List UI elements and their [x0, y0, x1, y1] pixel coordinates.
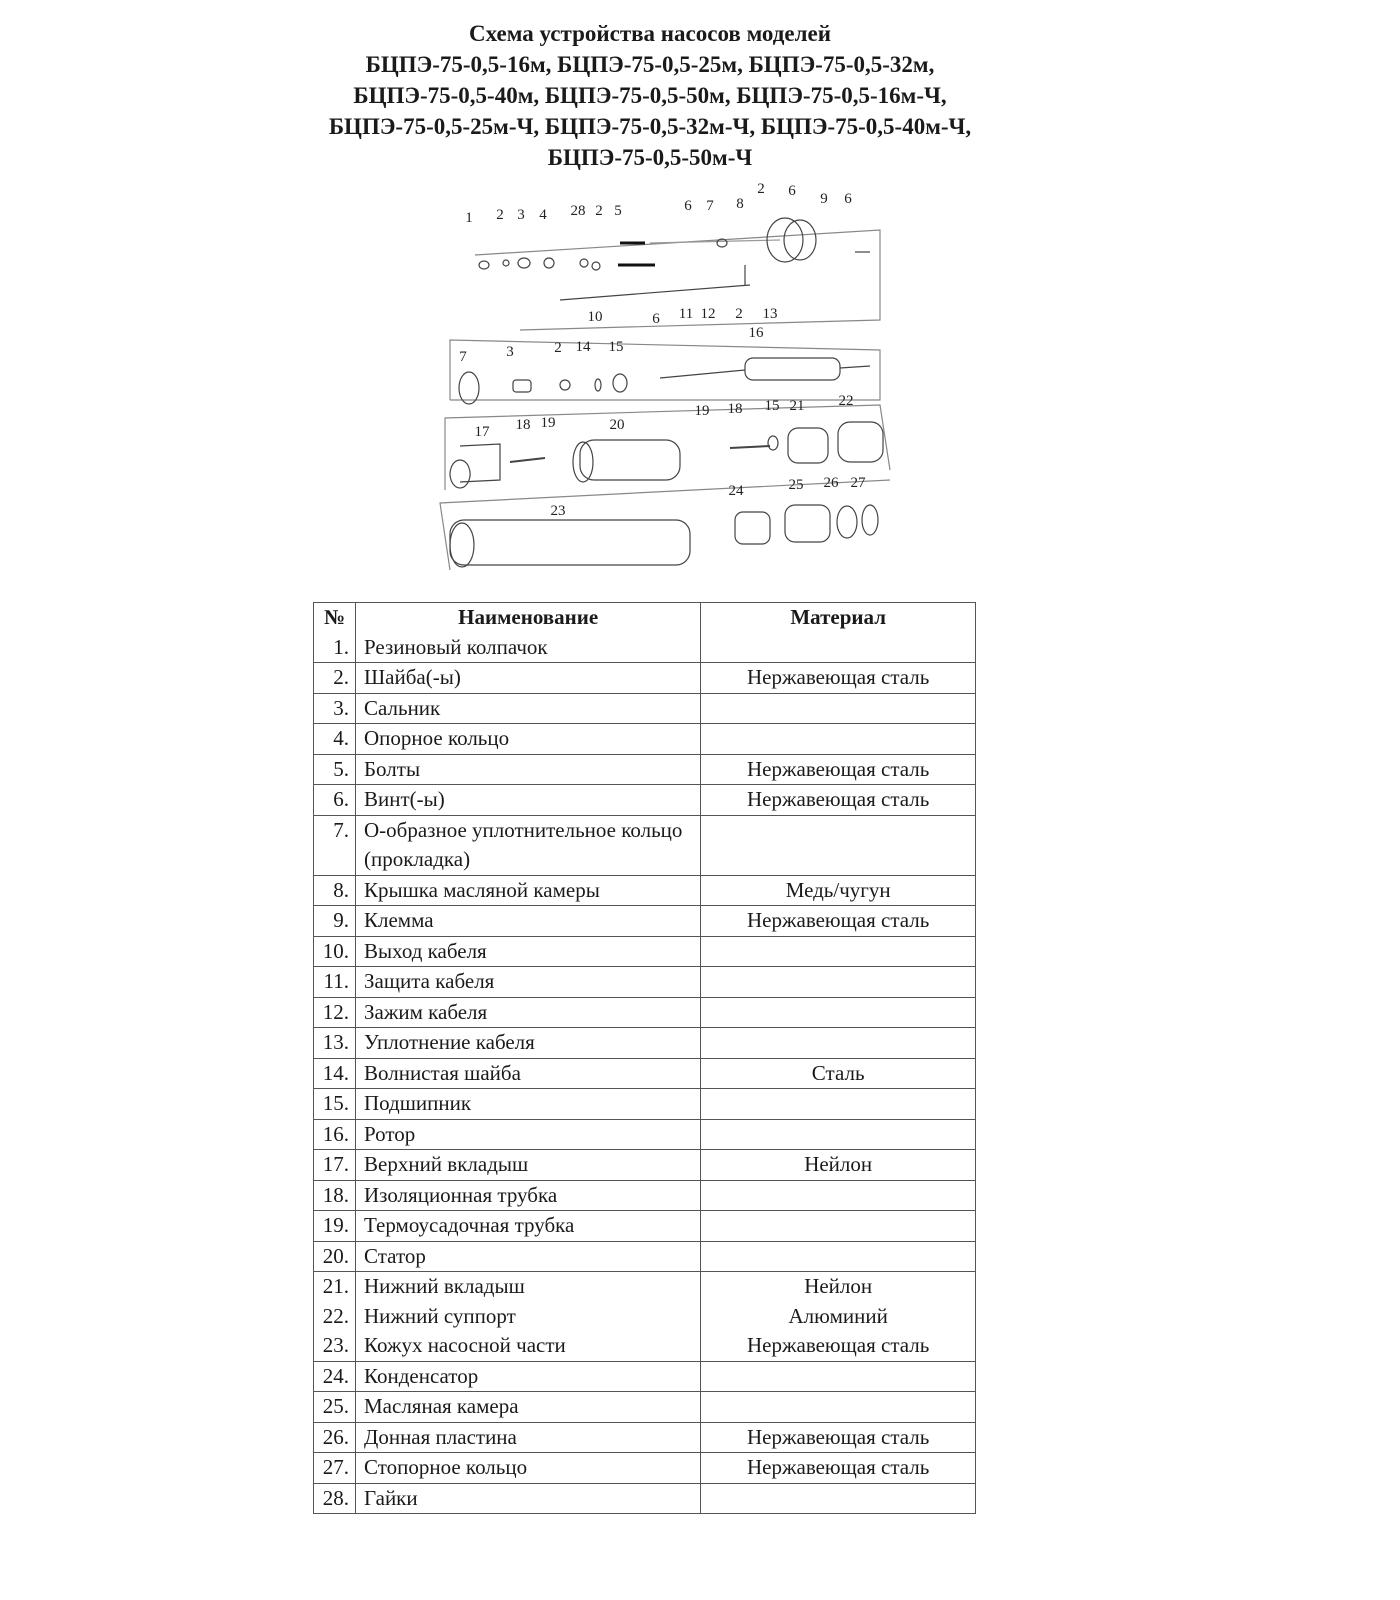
table-row: [314, 693, 976, 724]
row-name: Шайба(-ы): [356, 663, 701, 694]
row-number: 23.: [314, 1331, 356, 1361]
row-material: Алюминий: [701, 1302, 976, 1332]
row-name: Выход кабеля: [356, 936, 701, 967]
row-number: 10.: [314, 936, 356, 967]
row-number: 14.: [314, 1058, 356, 1089]
callout-number: 11: [678, 306, 694, 322]
callout-number: 5: [614, 203, 622, 219]
row-number: 27.: [314, 1453, 356, 1484]
table-row: [314, 1302, 976, 1332]
row-number: 24.: [314, 1361, 356, 1392]
row-material: Нейлон: [701, 1150, 976, 1181]
callout-number: 4: [539, 207, 547, 223]
row-number: 20.: [314, 1241, 356, 1272]
title-line: БЦПЭ-75-0,5-25м-Ч, БЦПЭ-75-0,5-32м-Ч, БЦПЭ-75-0,5-40м-Ч,: [328, 114, 972, 139]
row-material: [701, 936, 976, 967]
header-num: №: [314, 603, 356, 633]
table-row: [314, 1058, 976, 1089]
callout-number: 3: [517, 207, 525, 223]
row-material: [701, 1119, 976, 1150]
callout-number: 3: [506, 344, 514, 360]
callout-number: 17: [474, 424, 490, 440]
row-name: Опорное кольцо: [356, 724, 701, 755]
table-row: [314, 1361, 976, 1392]
row-name: Термоусадочная трубка: [356, 1211, 701, 1242]
row-name: Винт(-ы): [356, 785, 701, 816]
row-name: Статор: [356, 1241, 701, 1272]
callout-number: 2: [554, 340, 562, 356]
table-row: [314, 1119, 976, 1150]
row-number: 11.: [314, 967, 356, 998]
row-name: Верхний вкладыш: [356, 1150, 701, 1181]
row-name: Конденсатор: [356, 1361, 701, 1392]
table-row: [314, 1150, 976, 1181]
callout-number: 2: [496, 207, 504, 223]
callout-number: 7: [706, 198, 714, 214]
frame-rotor: [450, 340, 880, 400]
row-material: [701, 1089, 976, 1120]
table-row: [314, 1453, 976, 1484]
table-row: [314, 785, 976, 816]
callout-number: 13: [762, 306, 778, 322]
row-material: Нейлон: [701, 1272, 976, 1302]
callout-number: 2: [757, 181, 765, 197]
title-line: БЦПЭ-75-0,5-40м, БЦПЭ-75-0,5-50м, БЦПЭ-75-0,5-16м-Ч,: [353, 83, 947, 108]
callout-number: 15: [764, 398, 780, 414]
callout-number: 8: [736, 196, 744, 212]
row-name: Стопорное кольцо: [356, 1453, 701, 1484]
callout-number: 19: [694, 403, 710, 419]
document-title: [0, 18, 1300, 173]
pump-exploded-diagram: [430, 180, 900, 580]
row-material: [701, 815, 976, 875]
callout-number: 18: [515, 417, 531, 433]
callout-number: 20: [609, 417, 625, 433]
table-row: [314, 1422, 976, 1453]
row-name: Ротор: [356, 1119, 701, 1150]
callout-number: 6: [844, 191, 852, 207]
table-header-row: [314, 603, 976, 633]
row-number: 22.: [314, 1302, 356, 1332]
row-material: [701, 724, 976, 755]
row-name: Донная пластина: [356, 1422, 701, 1453]
row-number: 21.: [314, 1272, 356, 1302]
table-row: [314, 1180, 976, 1211]
frame-top: [475, 230, 880, 330]
row-material: Нержавеющая сталь: [701, 1331, 976, 1361]
row-material: Нержавеющая сталь: [701, 1453, 976, 1484]
parts-table: [313, 602, 976, 1514]
row-name: Кожух насосной части: [356, 1331, 701, 1361]
row-number: 26.: [314, 1422, 356, 1453]
callout-number: 19: [540, 415, 556, 431]
row-number: 18.: [314, 1180, 356, 1211]
table-row: [314, 815, 976, 875]
title-line: БЦПЭ-75-0,5-16м, БЦПЭ-75-0,5-25м, БЦПЭ-75-0,5-32м,: [365, 52, 935, 77]
row-name: Нижний вкладыш: [356, 1272, 701, 1302]
row-name: Резиновый колпачок: [356, 633, 701, 663]
row-name: Масляная камера: [356, 1392, 701, 1423]
table-row: [314, 875, 976, 906]
row-name: О-образное уплотнительное кольцо (прокладка): [356, 815, 701, 875]
row-number: 4.: [314, 724, 356, 755]
row-number: 28.: [314, 1483, 356, 1514]
callout-number: 26: [823, 475, 839, 491]
table-row: [314, 724, 976, 755]
row-number: 17.: [314, 1150, 356, 1181]
callout-number: 23: [550, 503, 566, 519]
row-number: 2.: [314, 663, 356, 694]
row-number: 5.: [314, 754, 356, 785]
table-row: [314, 936, 976, 967]
row-material: Нержавеющая сталь: [701, 754, 976, 785]
header-material: Материал: [701, 603, 976, 633]
header-name: Наименование: [356, 603, 701, 633]
row-material: Сталь: [701, 1058, 976, 1089]
callout-labels: [459, 181, 866, 519]
callout-number: 6: [652, 311, 660, 327]
row-number: 25.: [314, 1392, 356, 1423]
table-row: [314, 1272, 976, 1302]
callout-number: 1: [465, 210, 473, 226]
row-number: 16.: [314, 1119, 356, 1150]
row-name: Подшипник: [356, 1089, 701, 1120]
row-name: Клемма: [356, 906, 701, 937]
table-row: [314, 1483, 976, 1514]
table-row: [314, 1089, 976, 1120]
row-number: 9.: [314, 906, 356, 937]
callout-number: 2: [595, 203, 603, 219]
callout-number: 10: [587, 309, 603, 325]
row-material: [701, 997, 976, 1028]
table-row: [314, 1028, 976, 1059]
callout-number: 22: [838, 393, 854, 409]
callout-number: 15: [608, 339, 624, 355]
row-material: [701, 633, 976, 663]
table-row: [314, 1392, 976, 1423]
row-material: [701, 1361, 976, 1392]
row-name: Гайки: [356, 1483, 701, 1514]
callout-number: 6: [684, 198, 692, 214]
callout-number: 21: [789, 398, 805, 414]
row-number: 15.: [314, 1089, 356, 1120]
row-number: 8.: [314, 875, 356, 906]
row-number: 1.: [314, 633, 356, 663]
table-row: [314, 663, 976, 694]
callout-number: 6: [788, 183, 796, 199]
row-material: [701, 693, 976, 724]
row-name: Болты: [356, 754, 701, 785]
row-number: 19.: [314, 1211, 356, 1242]
callout-number: 18: [727, 401, 743, 417]
row-material: Медь/чугун: [701, 875, 976, 906]
title-line: Схема устройства насосов моделей: [469, 21, 831, 46]
title-line: БЦПЭ-75-0,5-50м-Ч: [547, 145, 753, 170]
row-name: Нижний суппорт: [356, 1302, 701, 1332]
callout-number: 9: [820, 191, 828, 207]
row-material: [701, 1241, 976, 1272]
table-row: [314, 967, 976, 998]
callout-number: 7: [459, 349, 467, 365]
callout-number: 24: [728, 483, 744, 499]
row-name: Уплотнение кабеля: [356, 1028, 701, 1059]
row-number: 3.: [314, 693, 356, 724]
row-material: Нержавеющая сталь: [701, 663, 976, 694]
table-row: [314, 633, 976, 663]
row-number: 7.: [314, 815, 356, 875]
table-row: [314, 754, 976, 785]
row-material: [701, 967, 976, 998]
row-name: Сальник: [356, 693, 701, 724]
callout-number: 25: [788, 477, 804, 493]
row-number: 6.: [314, 785, 356, 816]
callout-number: 28: [570, 203, 586, 219]
callout-number: 16: [748, 325, 764, 341]
callout-number: 27: [850, 475, 866, 491]
row-material: [701, 1180, 976, 1211]
callout-number: 12: [700, 306, 716, 322]
row-number: 12.: [314, 997, 356, 1028]
table-row: [314, 1241, 976, 1272]
table-row: [314, 1211, 976, 1242]
row-material: Нержавеющая сталь: [701, 785, 976, 816]
row-material: [701, 1483, 976, 1514]
row-material: [701, 1028, 976, 1059]
row-name: Волнистая шайба: [356, 1058, 701, 1089]
row-material: [701, 1211, 976, 1242]
row-name: Защита кабеля: [356, 967, 701, 998]
callout-number: 14: [575, 339, 591, 355]
row-material: Нержавеющая сталь: [701, 1422, 976, 1453]
callout-number: 2: [735, 306, 743, 322]
row-name: Крышка масляной камеры: [356, 875, 701, 906]
row-number: 13.: [314, 1028, 356, 1059]
row-material: Нержавеющая сталь: [701, 906, 976, 937]
table-row: [314, 1331, 976, 1361]
row-material: [701, 1392, 976, 1423]
table-row: [314, 906, 976, 937]
row-name: Зажим кабеля: [356, 997, 701, 1028]
table-row: [314, 997, 976, 1028]
frame-casing: [440, 480, 890, 570]
row-name: Изоляционная трубка: [356, 1180, 701, 1211]
